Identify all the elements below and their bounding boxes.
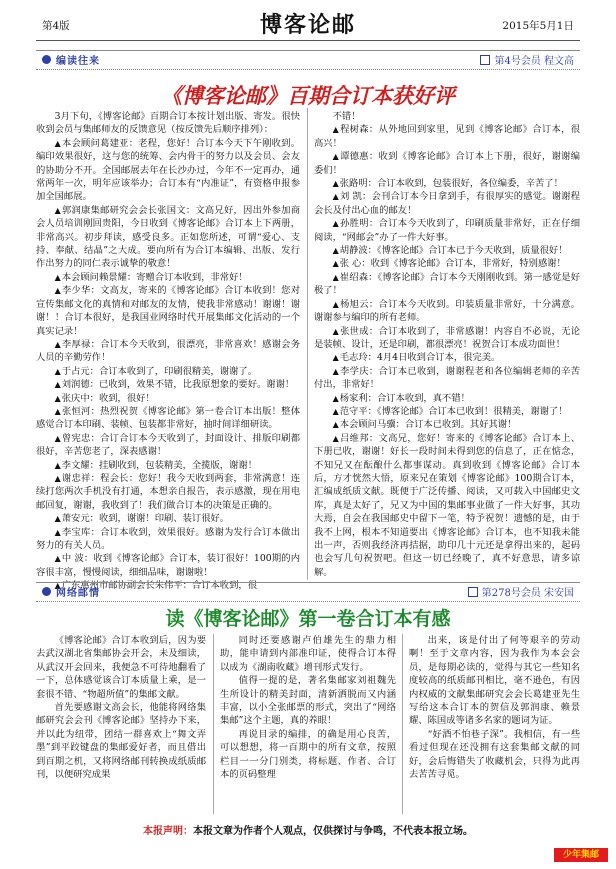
paragraph: ▲ 李宝库：合订本收到，效果很好。感谢为发行合订本做出努力的有关人员。: [36, 526, 300, 553]
article2-column-2: [220, 634, 396, 814]
paragraph: ▲ 本会顾问马骥：合订本已收到。其好其谢！: [314, 418, 580, 431]
paragraph: ▲ 于占元：合订本收到了，印刷很精美，谢谢了。: [36, 365, 300, 378]
footer-text: 本报文章为作者个人观点，仅供探讨与争鸣，不代表本报立场。: [193, 826, 473, 837]
paragraph: 3月下旬，《博客论邮》百期合订本按计划出版、寄发。很快收到会员与集邮师友的反馈意见（按反馈先后顺序排列）：: [36, 111, 300, 136]
column-divider: [307, 108, 308, 580]
member-credit-text: 第278号会员 宋安国: [481, 588, 574, 599]
paragraph: ▲ 孙胜明：合订本今天收到了，印刷质量非常好，正在仔细阅读，“网邮会”办了一件大好事。: [314, 217, 580, 244]
paragraph: “好酒不怕巷子深”。我相信，有一些看过但现在还没拥有这套集邮文献的同好，会后悔错失了收藏机会，只得为此再去苦苦寻觅。: [409, 728, 580, 781]
bullet-icon: [42, 587, 51, 596]
article2-column-3: [409, 634, 580, 814]
paragraph: ▲ 程树森：从外地回到家里，见到《博客论邮》合订本，很高兴！: [314, 123, 580, 150]
paragraph: ▲ 胡静波：《博客论邮》合订本已于今天收到，质量很好！: [314, 244, 580, 257]
paragraph: 《博客论邮》合订本收到后，因为要去武汉湖北省集邮协会开会，未及细读，从武汉开会回来，我便急不可待地翻看了一下，总体感觉该合订本质量上乘，是一套很不错、“物超所值”的集邮文献。: [36, 635, 206, 700]
paragraph: ▲ 刘 凯：会刊合订本今日拿到手，有很厚实的感觉。谢谢程会长及付出心血的邮友！: [314, 190, 580, 217]
header-rule: [36, 40, 580, 41]
column-divider: [402, 634, 403, 814]
paragraph: 出来，该是付出了何等艰辛的劳动啊！至于文章内容，因为我作为本会会员，是每期必读的，觉得与其它一些知名度较高的纸质邮刊相比，毫不逊色，有因内权威的文献集邮研究会会长葛建亚先生写给这本合订本的贺信及郭润康、赖景耀、陈国成等诸多名家的题词为证。: [409, 635, 580, 727]
checkbox-icon: [480, 55, 490, 65]
section-tag: 网络邮情: [56, 588, 100, 599]
issue-date: 2015年5月1日: [502, 20, 574, 32]
paragraph: ▲ 张世成：合订本收到了，非常感谢！内容自不必说，无论是装帧、设计，还是印刷，都很漂亮！祝贺合订本成功面世！: [314, 325, 580, 352]
article2-column-1: [36, 634, 206, 814]
paragraph: ▲ 李厚禄：合订本今天收到，很漂亮，非常喜欢！感谢会务人员的辛勤劳作！: [36, 338, 300, 365]
paragraph: ▲ 张庆中：收到，很好！: [36, 392, 300, 405]
paragraph: ▲ 毛志玲：4月4日收到合订本，很完美。: [314, 351, 580, 364]
member-credit: [480, 52, 574, 67]
paragraph: ▲ 张路明：合订本收到，包装很好，各位编委，辛苦了！: [314, 177, 580, 190]
stamp-logo: 少年集邮: [554, 848, 608, 862]
paragraph: ▲ 杨旭云：合订本今天收到。印装质量非常好，十分满意。谢谢参与编印的所有老师。: [314, 298, 580, 325]
paragraph: 值得一提的是，著名集邮家刘祖魏先生所设计的精美封面，清新洒脱而又内涵丰富，以小全张邮票的形式，突出了“网络集邮”这个主题，真的养眼！: [220, 675, 396, 727]
paragraph: ▲ 萧安元：收到，谢谢！印刷、装订很好。: [36, 512, 300, 525]
column-divider: [213, 634, 214, 814]
member-credit: [468, 584, 574, 599]
article1-title: 《博客论邮》百期合订本获好评: [161, 83, 455, 108]
paragraph: ▲ 李学庆：合订本已收到，谢谢程老和各位编辑老师的辛苦付出，非常好！: [314, 365, 580, 392]
section-bar-network: [36, 582, 580, 602]
issue-number: 第4版: [42, 20, 70, 32]
footer-statement: [36, 822, 580, 837]
section-bar-reader: [36, 50, 580, 70]
paragraph: ▲ 杨家利：合订本收到，真不错！: [314, 392, 580, 405]
paragraph: 首先要感谢文高会长，他能将网络集邮研究会会刊《博客论邮》坚持办下来，并以此为纽带，团结一群喜欢上“舞文弄墨”到平跤键盘的集邮爱好者，而且借出到百期之机，又将网络邮刊转换成纸质邮刊，以便研究成果: [36, 702, 206, 781]
masthead-title: 博客论邮: [259, 12, 356, 38]
paragraph: ▲ 张恒河：热烈祝贺《博客论邮》第一卷合订本出版！整体感觉合订本印刷、装帧、包装都非常好，抽时间详细研读。: [36, 405, 300, 432]
paragraph: ▲ 李文耀：挂刷收到，包装精美，全揽版，谢谢！: [36, 459, 300, 472]
paragraph: ▲ 谭德惠：收到《博客论邮》合订本上下册，很好，谢谢编委们！: [314, 150, 580, 177]
paragraph: ▲ 崔绍森：《博客论邮》合订本今天刚刚收到。第一感觉是好极了！: [314, 271, 580, 298]
paragraph: ▲ 郭润康集邮研究会会长张国文：文高兄好，因出外参加商会人员培训刚回贵阳，今日收到《博客论邮》合订本上下两册，非常高兴。初步拜读，感受良多。正如您所述，可谓“爱心、支持、奉献、结晶”之大成。要向所有为合订本编辑、出版、发行作出努力的同仁表示诚挚的敬意！: [36, 204, 300, 271]
paragraph: ▲ 谢忠祥：程会长：您好！我今天收到两套，非常满意！连续打您两次手机没有打通，本想亲自报告，表示感激，现在用电邮回复，谢谢，我收到了！我们做合订本的决策是正确的。: [36, 472, 300, 512]
paragraph: 再说目录的编排，的确是用心良苦，可以想想，将一百期中的所有文章，按照栏目一一分门别类，将标题、作者、合订本的页码整理: [220, 728, 396, 781]
section-tag: 编读往来: [56, 56, 100, 67]
paragraph: ▲ 本会顾问葛建亚：老程，您好！合订本今天下午刚收到。编印效果很好，这与您的统筹、会内骨干的努力以及会员、会友的协助分不开。全国邮展去年在长沙办过，今年不一定再办，通常两年一次，明年应该举办；合订本有“内准证”，有资格申报参加全国邮展。: [36, 137, 300, 204]
member-credit-text: 第4号会员 程文高: [494, 56, 574, 67]
article2-title: 读《博客论邮》第一卷合订本有感: [165, 608, 451, 630]
paragraph: ▲ 本会顾问赖景耀：寄赠合订本收到，非常好！: [36, 271, 300, 284]
bullet-icon: [42, 55, 51, 64]
paragraph: ▲ 吕维邦：文高兄，您好！寄来的《博客论邮》合订本上、下册已收，谢谢！好长一段时间未得到您的信息了，正在惦念，不知兄又在酝酿什么都事谋动。真到收到《博客论邮》合订本后，方才恍然大悟，原来兄在策划《博客论邮》100期合订本，汇编成纸质文献。既便于广泛传播、阅读，又可载入中国邮史文库，真是太好了，兄又为中国的集邮事业做了一件大好事，其功大焉，自会在我国邮史中留下一笔，特予祝贺！遗憾的是，由于我不上网，根本不知道要出《博客论邮》合订本，也不知我未能出一声，否则我经济再拮据，助印几十元还是拿得出来的，起码也会写几句祝贺吧。但这一切已经晚了，真不好意思，请多谅解。: [314, 432, 580, 579]
paragraph: ▲ 李少华：文高友，寄来的《博客论邮》合订本收到！您对宣传集邮文化的真情和对邮友的友情，使我非常感动！谢谢！谢谢！！合订本很好，是我国业网络时代开展集邮文化活动的一个真实记录！: [36, 284, 300, 338]
paragraph: ▲ 刘润德：已收到，效果不错，比我原想象的要好。谢谢！: [36, 378, 300, 391]
paragraph: 同时还要感谢卢伯雄先生的鼎力相助，能申请到内部准印证，使得合订本得以成为《湖南收藏》增刊形式发行。: [220, 635, 396, 673]
footer-label: 本报声明：: [143, 826, 193, 837]
paragraph: 不错！: [332, 111, 361, 122]
paragraph: ▲ 中 波：收到《博客论邮》合订本，装订很好！100期的内容很丰富，慢慢阅读，细细品味，谢谢啦！: [36, 552, 300, 579]
page-header: [36, 6, 580, 40]
checkbox-icon: [468, 587, 478, 597]
article1-right-column: [314, 110, 580, 580]
paragraph: ▲ 范守平：《博客论邮》合订本已收到！很精美，谢谢了！: [314, 405, 580, 418]
paragraph: ▲ 张 心：收到《博客论邮》合订本，非常好，特别感谢！: [314, 257, 580, 270]
paragraph: ▲ 广东惠州市邮协副会长朱伟平：合订本收到，很: [36, 579, 300, 592]
article1-left-column: [36, 110, 301, 592]
paragraph: ▲ 曾宪忠：合订合订本今天收到了，封面设计、排版印刷都很好，辛苦您老了，深表感谢！: [36, 432, 300, 459]
